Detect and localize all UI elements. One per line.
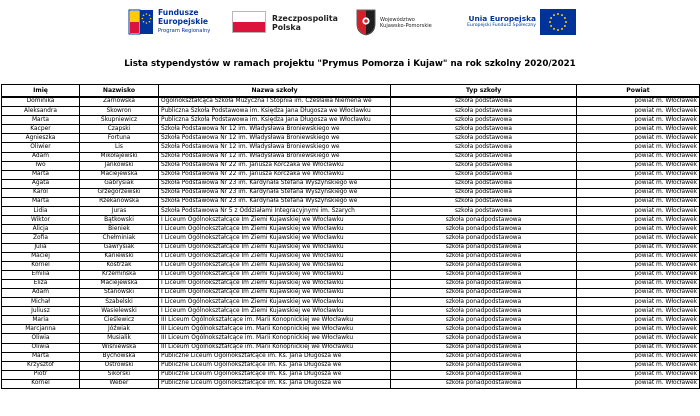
cell-nazwisko: Gabrysiak [80,179,159,188]
cell-imie: Aleksandra [2,107,80,116]
cell-typ-szkoly: szkoła ponadpodstawowa [391,343,577,352]
header-nazwa-szkoly: Nazwa szkoły [159,85,391,98]
wojewodztwo-text [380,17,432,30]
cell-imie: Oliwia [2,334,80,343]
cell-nazwisko: Maciejewska [80,170,159,179]
cell-powiat: powiat m. Włocławek [577,116,700,125]
cell-powiat: powiat m. Włocławek [577,334,700,343]
cell-nazwisko: Wasielewski [80,307,159,316]
cell-nazwa-szkoly: Ogólnokształcąca Szkoła Muzyczna I Stopnia im. Czesława Niemena we [159,97,391,107]
cell-powiat: powiat m. Włocławek [577,152,700,161]
cell-nazwa-szkoly: I Liceum Ogólnokształcące Im Ziemi Kujawskiej we Włocławku [159,216,391,225]
cell-typ-szkoly: szkoła podstawowa [391,161,577,170]
cell-imie: Emilia [2,270,80,279]
unia-europejska-logo [458,6,578,40]
cell-powiat: powiat m. Włocławek [577,243,700,252]
table-row [2,161,700,170]
cell-nazwa-szkoly: Szkoła Podstawowa Nr 23 im. Kardynała Stefana Wyszyńskiego we [159,179,391,188]
table-row [2,97,700,107]
cell-powiat: powiat m. Włocławek [577,252,700,261]
table-row [2,307,700,316]
cell-typ-szkoly: szkoła podstawowa [391,188,577,197]
table-row [2,334,700,343]
cell-nazwa-szkoly: I Liceum Ogólnokształcące Im Ziemi Kujawskiej we Włocławku [159,270,391,279]
kp-line-2: Kujawsko-Pomorskie [380,23,432,30]
fundusze-europejskie-icon [128,8,154,36]
fundusze-europejskie-text [158,9,210,36]
table-row [2,179,700,188]
cell-typ-szkoly: szkoła podstawowa [391,198,577,207]
cell-nazwisko: Krzemińska [80,270,159,279]
table-row [2,170,700,179]
cell-nazwa-szkoly: Publiczne Liceum Ogólnokształcące im. Ks. Jana Długosza we [159,379,391,388]
cell-nazwa-szkoly: I Liceum Ogólnokształcące Im Ziemi Kujawskiej we Włocławku [159,298,391,307]
table-row [2,298,700,307]
rzeczpospolita-polska-text [272,14,338,32]
cell-nazwa-szkoly: I Liceum Ogólnokształcące Im Ziemi Kujawskiej we Włocławku [159,288,391,297]
cell-nazwa-szkoly: III Liceum Ogólnokształcące im. Marii Konopnickiej we Włocławku [159,343,391,352]
cell-powiat: powiat m. Włocławek [577,343,700,352]
cell-powiat: powiat m. Włocławek [577,97,700,107]
cell-nazwisko: Jankowski [80,161,159,170]
cell-powiat: powiat m. Włocławek [577,298,700,307]
table-row [2,379,700,388]
table-row [2,198,700,207]
cell-powiat: powiat m. Włocławek [577,198,700,207]
table-row [2,188,700,197]
cell-nazwa-szkoly: Szkoła Podstawowa Nr 12 im. Władysława Broniewskiego we [159,143,391,152]
cell-typ-szkoly: szkoła ponadpodstawowa [391,279,577,288]
table-row [2,325,700,334]
cell-nazwisko: Ostrowski [80,361,159,370]
cell-nazwisko: Cieślewicz [80,316,159,325]
cell-typ-szkoly: szkoła ponadpodstawowa [391,316,577,325]
cell-imie: Juliusz [2,307,80,316]
cell-imie: Agnieszka [2,134,80,143]
table-header-row [2,85,700,98]
cell-typ-szkoly: szkoła ponadpodstawowa [391,298,577,307]
table-row [2,216,700,225]
cell-typ-szkoly: szkoła ponadpodstawowa [391,325,577,334]
cell-powiat: powiat m. Włocławek [577,134,700,143]
cell-imie: Marta [2,170,80,179]
cell-powiat: powiat m. Włocławek [577,361,700,370]
cell-nazwa-szkoly: Publiczna Szkoła Podstawowa im. Księdza Jana Długosza we Włocławku [159,116,391,125]
cell-powiat: powiat m. Włocławek [577,288,700,297]
table-row [2,207,700,216]
fe-line-3: Program Regionalny [158,28,211,34]
cell-typ-szkoly: szkoła podstawowa [391,97,577,107]
cell-nazwa-szkoly: III Liceum Ogólnokształcące im. Marii Konopnickiej we Włocławku [159,325,391,334]
cell-powiat: powiat m. Włocławek [577,225,700,234]
cell-nazwa-szkoly: I Liceum Ogólnokształcące Im Ziemi Kujawskiej we Włocławku [159,261,391,270]
cell-nazwisko: Chełminiak [80,234,159,243]
table-row [2,316,700,325]
cell-nazwisko: Kaniewski [80,252,159,261]
cell-powiat: powiat m. Włocławek [577,143,700,152]
cell-imie: Iwo [2,161,80,170]
fe-line-1: Fundusze [158,8,199,17]
cell-imie: Lidia [2,207,80,216]
cell-nazwa-szkoly: Szkoła Podstawowa Nr 23 im. Kardynała Stefana Wyszyńskiego we [159,188,391,197]
table-row [2,261,700,270]
cell-powiat: powiat m. Włocławek [577,125,700,134]
cell-nazwisko: Bychowska [80,352,159,361]
cell-imie: Marta [2,352,80,361]
cell-nazwisko: Lis [80,143,159,152]
cell-nazwisko: Bątkowski [80,216,159,225]
cell-powiat: powiat m. Włocławek [577,261,700,270]
ue-line-2: Europejski Fundusz Społeczny [467,23,536,28]
cell-nazwisko: Gawrysiak [80,243,159,252]
cell-nazwisko: Fortuna [80,134,159,143]
cell-nazwa-szkoly: Szkoła Podstawowa Nr 12 im. Władysława Broniewskiego we [159,125,391,134]
cell-nazwisko: Bieniek [80,225,159,234]
wojewodztwo-logo [356,6,456,40]
cell-imie: Oliwier [2,143,80,152]
cell-nazwa-szkoly: I Liceum Ogólnokształcące Im Ziemi Kujawskiej we Włocławku [159,243,391,252]
cell-nazwa-szkoly: Szkoła Podstawowa Nr 12 im. Władysława Broniewskiego we [159,134,391,143]
cell-powiat: powiat m. Włocławek [577,179,700,188]
cell-imie: Michał [2,298,80,307]
cell-nazwisko: Weber [80,379,159,388]
cell-nazwa-szkoly: Publiczna Szkoła Podstawowa im. Księdza Jana Długosza we Włocławku [159,107,391,116]
cell-imie: Maciej [2,252,80,261]
cell-typ-szkoly: szkoła ponadpodstawowa [391,379,577,388]
table-row [2,370,700,379]
cell-nazwisko: Mikołajewski [80,152,159,161]
table-row [2,288,700,297]
cell-typ-szkoly: szkoła ponadpodstawowa [391,243,577,252]
cell-imie: Agata [2,179,80,188]
cell-nazwa-szkoly: I Liceum Ogólnokształcące Im Ziemi Kujawskiej we Włocławku [159,307,391,316]
cell-nazwa-szkoly: Szkoła Podstawowa Nr 22 im. Janusza Korczaka we Włocławku [159,170,391,179]
logo-bar [0,6,700,40]
cell-typ-szkoly: szkoła podstawowa [391,107,577,116]
cell-nazwisko: Kostrzak [80,261,159,270]
table-row [2,116,700,125]
cell-imie: Kornel [2,379,80,388]
cell-typ-szkoly: szkoła podstawowa [391,143,577,152]
table-row [2,361,700,370]
cell-powiat: powiat m. Włocławek [577,352,700,361]
cell-imie: Krzysztof [2,361,80,370]
header-imie: Imię [2,85,80,98]
cell-typ-szkoly: szkoła podstawowa [391,207,577,216]
cell-typ-szkoly: szkoła podstawowa [391,125,577,134]
table-row [2,134,700,143]
cell-typ-szkoly: szkoła ponadpodstawowa [391,361,577,370]
table-row [2,252,700,261]
cell-nazwisko: Czapski [80,125,159,134]
scholarship-table-container [1,84,699,389]
cell-powiat: powiat m. Włocławek [577,370,700,379]
cell-powiat: powiat m. Włocławek [577,316,700,325]
header-nazwisko: Nazwisko [80,85,159,98]
table-row [2,270,700,279]
cell-powiat: powiat m. Włocławek [577,325,700,334]
cell-typ-szkoly: szkoła ponadpodstawowa [391,270,577,279]
cell-typ-szkoly: szkoła podstawowa [391,170,577,179]
cell-powiat: powiat m. Włocławek [577,188,700,197]
ue-line-1: Unia Europejska [468,14,536,23]
table-row [2,234,700,243]
cell-typ-szkoly: szkoła podstawowa [391,179,577,188]
cell-powiat: powiat m. Włocławek [577,234,700,243]
header-typ-szkoly: Typ szkoły [391,85,577,98]
cell-nazwisko: Maciejewska [80,279,159,288]
page-title: Lista stypendystów w ramach projektu "Prymus Pomorza i Kujaw" na rok szkolny 2020/2021 [124,59,576,69]
cell-powiat: powiat m. Włocławek [577,207,700,216]
cell-nazwisko: Rzekanowska [80,198,159,207]
cell-nazwa-szkoly: Publiczne Liceum Ogólnokształcące im. Ks. Jana Długosza we [159,352,391,361]
cell-nazwa-szkoly: Publiczne Liceum Ogólnokształcące im. Ks. Jana Długosza we [159,370,391,379]
cell-nazwa-szkoly: I Liceum Ogólnokształcące Im Ziemi Kujawskiej we Włocławku [159,225,391,234]
table-row [2,143,700,152]
cell-imie: Marta [2,116,80,125]
cell-typ-szkoly: szkoła ponadpodstawowa [391,288,577,297]
table-row [2,125,700,134]
cell-typ-szkoly: szkoła podstawowa [391,134,577,143]
cell-typ-szkoly: szkoła ponadpodstawowa [391,307,577,316]
cell-nazwa-szkoly: III Liceum Ogólnokształcące im. Marii Konopnickiej we Włocławku [159,316,391,325]
cell-nazwa-szkoly: Szkoła Podstawowa Nr 5 z Oddziałami Integracyjnymi im. Szarych [159,207,391,216]
fe-line-2: Europejskie [158,16,209,26]
cell-typ-szkoly: szkoła ponadpodstawowa [391,252,577,261]
table-body [2,97,700,389]
rzeczpospolita-polska-logo [232,6,352,40]
cell-nazwa-szkoly: I Liceum Ogólnokształcące Im Ziemi Kujawskiej we Włocławku [159,234,391,243]
cell-powiat: powiat m. Włocławek [577,270,700,279]
rp-line-1: Rzeczpospolita [272,14,338,23]
table-row [2,352,700,361]
cell-nazwisko: Skowron [80,107,159,116]
cell-typ-szkoly: szkoła ponadpodstawowa [391,352,577,361]
cell-powiat: powiat m. Włocławek [577,279,700,288]
cell-typ-szkoly: szkoła podstawowa [391,116,577,125]
cell-powiat: powiat m. Włocławek [577,170,700,179]
cell-imie: Wiktor [2,216,80,225]
cell-nazwisko: Grzegorzewski [80,188,159,197]
cell-nazwa-szkoly: Szkoła Podstawowa Nr 23 im. Kardynała Stefana Wyszyńskiego we [159,198,391,207]
table-row [2,107,700,116]
cell-typ-szkoly: szkoła ponadpodstawowa [391,334,577,343]
cell-nazwa-szkoly: Publiczne Liceum Ogólnokształcące im. Ks. Jana Długosza we [159,361,391,370]
cell-imie: Adam [2,152,80,161]
cell-nazwisko: Skupniewicz [80,116,159,125]
cell-typ-szkoly: szkoła ponadpodstawowa [391,216,577,225]
cell-nazwa-szkoly: Szkoła Podstawowa Nr 12 im. Władysława Broniewskiego we [159,152,391,161]
cell-nazwa-szkoly: I Liceum Ogólnokształcące Im Ziemi Kujawskiej we Włocławku [159,252,391,261]
cell-typ-szkoly: szkoła ponadpodstawowa [391,370,577,379]
cell-imie: Marta [2,198,80,207]
cell-imie: Marcjanna [2,325,80,334]
cell-nazwa-szkoly: Szkoła Podstawowa Nr 22 im. Janusza Korczaka we Włocławku [159,161,391,170]
eu-flag-icon [540,9,576,35]
cell-nazwisko: Juras [80,207,159,216]
table-row [2,225,700,234]
cell-nazwisko: Musialik [80,334,159,343]
cell-imie: Adam [2,288,80,297]
cell-imie: Alicja [2,225,80,234]
cell-typ-szkoly: szkoła ponadpodstawowa [391,234,577,243]
cell-nazwisko: Wiśniewska [80,343,159,352]
cell-nazwisko: Szabelski [80,298,159,307]
scholarship-table [1,84,700,389]
cell-nazwa-szkoly: III Liceum Ogólnokształcące im. Marii Konopnickiej we Włocławku [159,334,391,343]
table-row [2,279,700,288]
cell-imie: Piotr [2,370,80,379]
cell-imie: Zofia [2,234,80,243]
cell-typ-szkoly: szkoła podstawowa [391,152,577,161]
cell-nazwisko: Sikorski [80,370,159,379]
table-row [2,343,700,352]
unia-europejska-text [458,14,536,29]
cell-imie: Maria [2,316,80,325]
cell-powiat: powiat m. Włocławek [577,216,700,225]
fundusze-europejskie-logo [128,6,223,40]
header-powiat: Powiat [577,85,700,98]
rp-line-2: Polska [272,23,301,32]
table-row [2,243,700,252]
cell-nazwisko: Jóźwiak [80,325,159,334]
cell-imie: Eliza [2,279,80,288]
cell-nazwa-szkoly: I Liceum Ogólnokształcące Im Ziemi Kujawskiej we Włocławku [159,279,391,288]
cell-imie: Kacper [2,125,80,134]
polish-flag-icon [232,11,266,33]
cell-imie: Dominika [2,97,80,107]
cell-powiat: powiat m. Włocławek [577,379,700,388]
cell-imie: Julia [2,243,80,252]
cell-typ-szkoly: szkoła ponadpodstawowa [391,261,577,270]
cell-powiat: powiat m. Włocławek [577,107,700,116]
cell-powiat: powiat m. Włocławek [577,161,700,170]
cell-imie: Oliwia [2,343,80,352]
cell-nazwisko: Stanowski [80,288,159,297]
coat-of-arms-icon [356,9,376,36]
cell-imie: Karol [2,188,80,197]
cell-powiat: powiat m. Włocławek [577,307,700,316]
cell-imie: Kornel [2,261,80,270]
cell-nazwisko: Żarnowska [80,97,159,107]
kp-line-1: Województwo [380,17,415,23]
table-row [2,152,700,161]
cell-typ-szkoly: szkoła ponadpodstawowa [391,225,577,234]
